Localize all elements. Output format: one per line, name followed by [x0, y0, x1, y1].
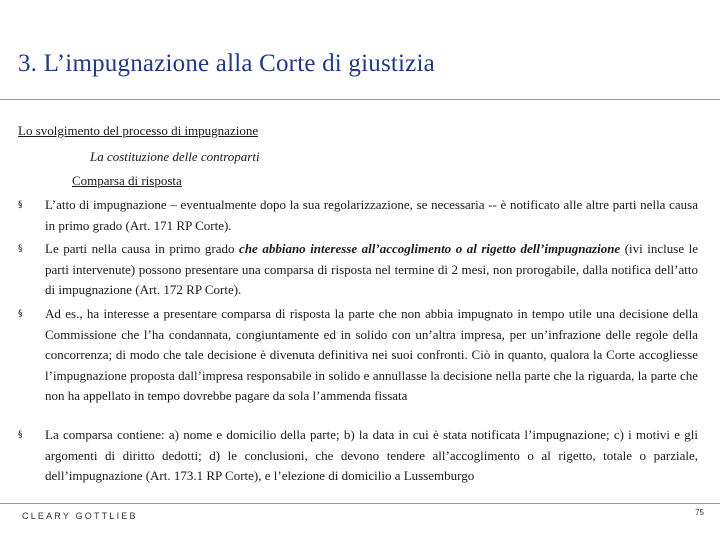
sub-subsection-heading: Comparsa di risposta: [72, 173, 182, 188]
section-heading: Lo svolgimento del processo di impugnazione: [18, 123, 259, 138]
page-number: 75: [695, 508, 704, 517]
bullet-marker: §: [18, 200, 23, 210]
bullet-text-part: Le parti nella causa in primo grado: [45, 241, 240, 256]
bullet-marker: §: [18, 244, 23, 254]
footer-divider: [0, 503, 720, 504]
bullet-text: L’atto di impugnazione – eventualmente dopo la sua regolarizzazione, se necessaria -- è notificato alle altre parti nella causa in primo grado (Art. 171 RP Corte).: [45, 197, 698, 233]
bullet-marker: §: [18, 309, 23, 319]
bullet-text: La comparsa contiene: a) nome e domicilio della parte; b) la data in cui è stata notificata l’impugnazione; c) i motivi e gli argomenti di diritto dedotti; d) le conclusioni, che devono tendere all’accoglimento o al rigetto, totale o parziale, dell’impugnazione (Art. 173.1 RP Corte), e l’elezione di domicilio a Lussemburgo: [45, 427, 698, 483]
subsection-heading: La costituzione delle controparti: [90, 149, 260, 164]
bullet-item: [18, 304, 698, 407]
slide-title: 3. L’impugnazione alla Corte di giustizia: [18, 50, 435, 77]
bullet-text-part: (ivi incluse le parti intervenute) possono presentare una comparsa di risposta nel termine di 2 mesi, non prorogabile, dalla notifica dell’atto di impugnazione (Art. 172 RP Corte).: [45, 241, 699, 297]
bullet-marker: §: [18, 430, 23, 440]
bullet-item: [18, 239, 698, 301]
firm-logo: CLEARY GOTTLIEB: [22, 511, 138, 521]
bullet-text: [45, 239, 698, 301]
title-divider: [0, 99, 720, 100]
bullet-text: Ad es., ha interesse a presentare comparsa di risposta la parte che non abbia impugnato in tempo utile una decisione della Commissione che l’ha condannata, congiuntamente ed in solido con un’altra impresa, per un’infrazione delle regole della concorrenza; di modo che tale decisione è divenuta definitiva nei suoi confronti. Ciò in quanto, qualora la Corte accogliesse l’impugnazione proposta dall’impresa responsabile in solido e annullasse la decisione nella parte che la riguarda, la parte che non ha appellato in tempo dovrebbe pagare da sola l’ammenda fissata: [45, 306, 698, 403]
bullet-emphasis: che abbiano interesse all’accoglimento o al rigetto dell’impugnazione: [239, 241, 621, 256]
bullet-item: [18, 195, 698, 236]
bullet-item: [18, 425, 698, 487]
